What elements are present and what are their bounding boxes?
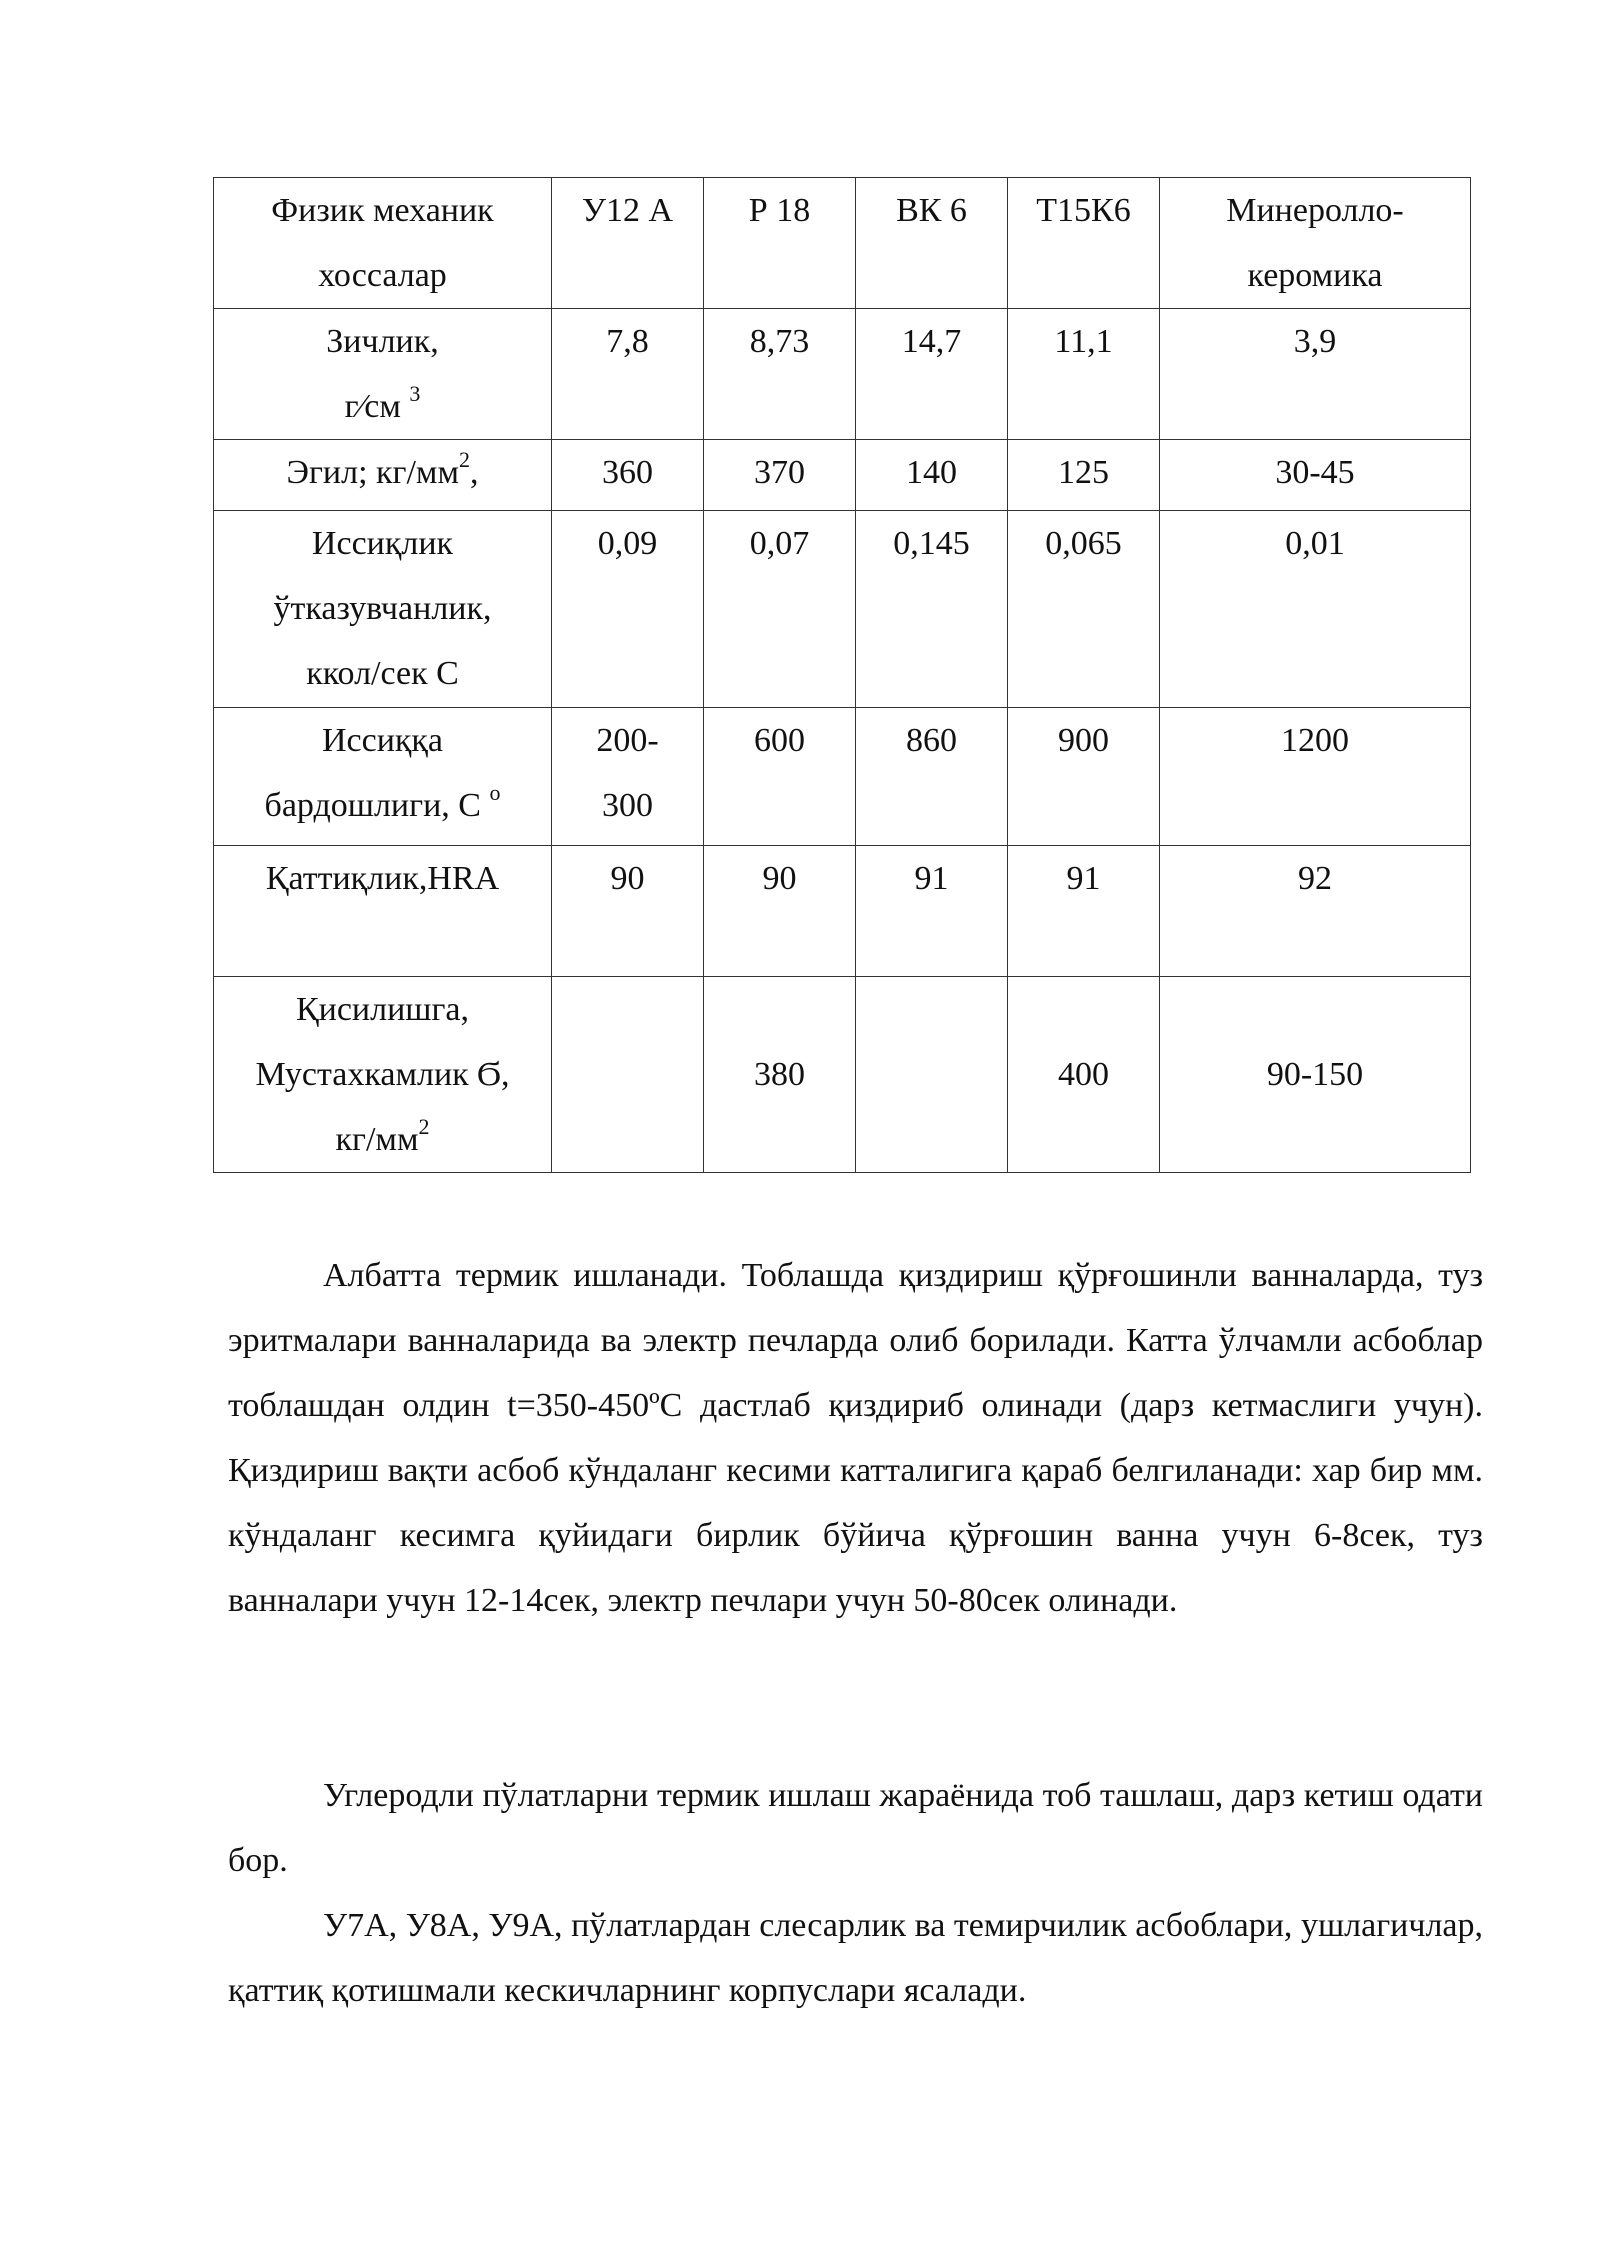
header-property-cell bbox=[214, 178, 552, 309]
table-header-row bbox=[214, 178, 1471, 309]
density-t15k6: 11,1 bbox=[1008, 309, 1160, 440]
compressive-vk6 bbox=[856, 977, 1008, 1173]
header-t15k6: Т15К6 bbox=[1008, 178, 1160, 309]
table-row-heat-resistance bbox=[214, 708, 1471, 846]
hardness-vk6: 91 bbox=[856, 846, 1008, 977]
bending-vk6: 140 bbox=[856, 440, 1008, 511]
paragraph-tool-steels bbox=[228, 1893, 1483, 2023]
row-label-hardness: Қаттиқлик,HRA bbox=[214, 846, 552, 977]
thermal-mineral-ceramic: 0,01 bbox=[1160, 511, 1471, 708]
header-property-line-1: Физик механик bbox=[271, 192, 494, 229]
thermal-vk6: 0,145 bbox=[856, 511, 1008, 708]
bending-r18: 370 bbox=[704, 440, 856, 511]
paragraph-carbon-steel-text: Углеродли пўлатларни термик ишлаш жараёнида тоб ташлаш, дарз кетиш одати бор. bbox=[228, 1777, 1483, 1879]
bending-t15k6: 125 bbox=[1008, 440, 1160, 511]
table-row-bending bbox=[214, 440, 1471, 511]
heat-r18: 600 bbox=[704, 708, 856, 846]
bending-label-comma: , bbox=[469, 454, 479, 491]
thermal-label-line-1: Иссиқлик bbox=[311, 525, 454, 562]
compressive-label-line-3 bbox=[218, 1107, 547, 1172]
header-mineral-ceramic bbox=[1160, 178, 1471, 309]
bending-label-sup: 2 bbox=[458, 446, 470, 472]
header-mineral-ceramic-line-1: Минеролло- bbox=[1226, 192, 1404, 229]
header-vk6: ВК 6 bbox=[856, 178, 1008, 309]
bending-mineral-ceramic: 30-45 bbox=[1160, 440, 1471, 511]
paragraph-hardening bbox=[228, 1243, 1483, 1633]
compressive-r18: 380 bbox=[704, 977, 856, 1173]
density-unit-sup: 3 bbox=[409, 380, 421, 406]
row-label-density bbox=[214, 309, 552, 440]
heat-label-line-2 bbox=[218, 773, 547, 838]
heat-u12a-line-1: 200- bbox=[596, 722, 659, 759]
row-label-thermal-conductivity bbox=[214, 511, 552, 708]
table-row-hardness bbox=[214, 846, 1471, 977]
compressive-unit-sup: 2 bbox=[418, 1113, 430, 1139]
header-u12a: У12 А bbox=[552, 178, 704, 309]
density-u12a: 7,8 bbox=[552, 309, 704, 440]
density-vk6: 14,7 bbox=[856, 309, 1008, 440]
heat-label-degree: о bbox=[489, 779, 501, 805]
compressive-u12a bbox=[552, 977, 704, 1173]
row-label-heat-resistance bbox=[214, 708, 552, 846]
paragraph-hardening-text: Албатта термик ишланади. Тоблашда қиздириш қўрғошинли ванналарда, туз эритмалари ванналарида ва электр печларда олиб борилади. Катта ўлчамли асбоблар тоблашдан олдин t=350-450ºC дастлаб қиздириб олинади (дарз кетмаслиги учун). Қиздириш вақти асбоб кўндаланг кесими катталигига қараб белгиланади: хар бир мм. кўндаланг кесимга қуйидаги бирлик бўйича қўрғошин ванна учун 6-8сек, туз ванналари учун 12-14сек, электр печлари учун 50-80сек олинади. bbox=[228, 1257, 1483, 1619]
hardness-u12a: 90 bbox=[552, 846, 704, 977]
heat-label-line-1: Иссиққа bbox=[321, 722, 444, 759]
compressive-t15k6: 400 bbox=[1008, 977, 1160, 1173]
thermal-label-line-2: ўтказувчанлик, bbox=[273, 590, 492, 627]
heat-u12a bbox=[552, 708, 704, 846]
heat-label-text: бардошлиги, С bbox=[264, 787, 481, 824]
density-label-line-1: Зичлик, bbox=[326, 323, 439, 360]
hardness-t15k6: 91 bbox=[1008, 846, 1160, 977]
header-mineral-ceramic-line-2: керомика bbox=[1247, 257, 1383, 294]
compressive-label-line-1: Қисилишга, bbox=[295, 991, 470, 1028]
hardness-r18: 90 bbox=[704, 846, 856, 977]
thermal-r18: 0,07 bbox=[704, 511, 856, 708]
density-label-line-2 bbox=[218, 374, 547, 439]
header-property-line-2: хоссалар bbox=[318, 257, 447, 294]
thermal-t15k6: 0,065 bbox=[1008, 511, 1160, 708]
thermal-u12a: 0,09 bbox=[552, 511, 704, 708]
bending-label-text: Эгил; кг/мм bbox=[286, 454, 459, 491]
compressive-mineral-ceramic: 90-150 bbox=[1160, 977, 1471, 1173]
thermal-label-line-3: ккол/сек С bbox=[306, 655, 459, 692]
paragraph-tool-steels-text: У7А, У8А, У9А, пўлатлардан слесарлик ва темирчилик асбоблари, ушлагичлар, қаттиқ қотишмали кескичларнинг корпуслари ясалади. bbox=[228, 1907, 1483, 2009]
heat-u12a-line-2: 300 bbox=[602, 787, 653, 824]
row-label-bending bbox=[214, 440, 552, 511]
table-row-thermal-conductivity bbox=[214, 511, 1471, 708]
heat-vk6: 860 bbox=[856, 708, 1008, 846]
properties-table bbox=[213, 177, 1471, 1173]
table-row-compressive-strength bbox=[214, 977, 1471, 1173]
density-mineral-ceramic: 3,9 bbox=[1160, 309, 1471, 440]
density-r18: 8,73 bbox=[704, 309, 856, 440]
row-label-compressive-strength bbox=[214, 977, 552, 1173]
compressive-label-line-2: Мустахкамлик Ϭ, bbox=[255, 1056, 510, 1093]
header-r18: Р 18 bbox=[704, 178, 856, 309]
heat-mineral-ceramic: 1200 bbox=[1160, 708, 1471, 846]
heat-t15k6: 900 bbox=[1008, 708, 1160, 846]
density-unit: г⁄см bbox=[344, 388, 401, 425]
bending-u12a: 360 bbox=[552, 440, 704, 511]
paragraph-carbon-steel bbox=[228, 1763, 1483, 1893]
table-row-density bbox=[214, 309, 1471, 440]
compressive-unit: кг/мм bbox=[335, 1121, 419, 1158]
hardness-mineral-ceramic: 92 bbox=[1160, 846, 1471, 977]
